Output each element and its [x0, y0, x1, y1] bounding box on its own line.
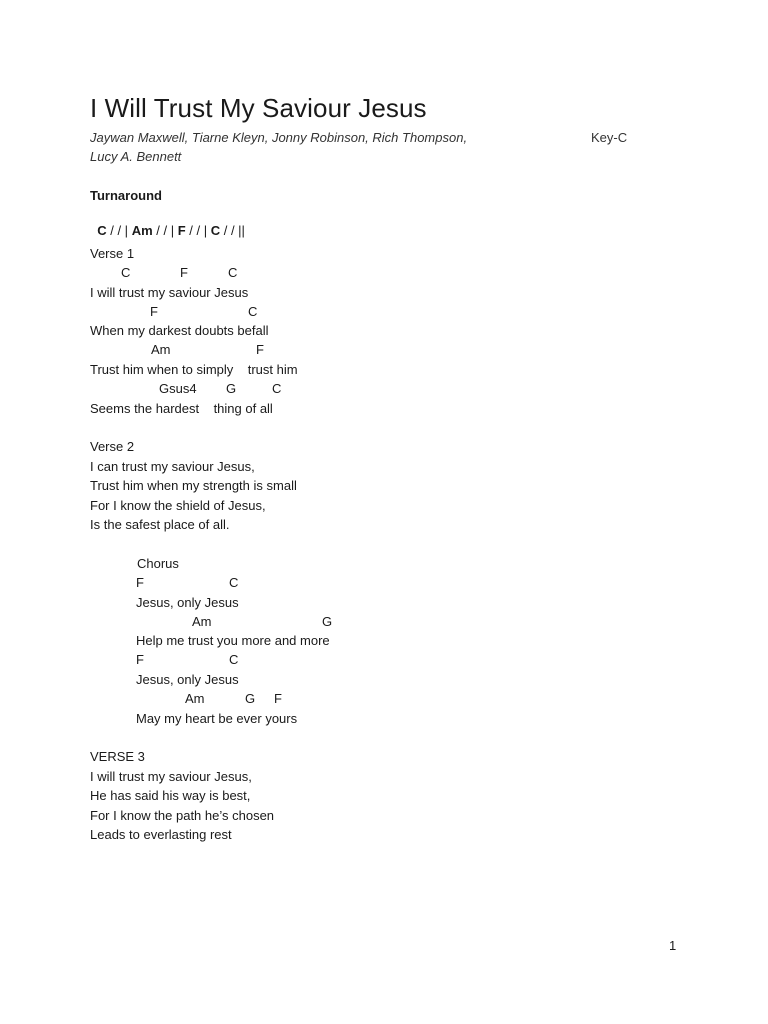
lyric-line: Help me trust you more and more — [136, 633, 330, 649]
authors-line-1: Jaywan Maxwell, Tiarne Kleyn, Jonny Robinson, Rich Thompson, — [90, 130, 468, 145]
verse1-heading: Verse 1 — [90, 246, 135, 261]
verse3-line: He has said his way is best, — [90, 788, 251, 803]
turnaround-chord: F — [177, 223, 186, 238]
verse2-line: Trust him when my strength is small — [90, 478, 297, 493]
lyric-line: Seems the hardest thing of all — [90, 400, 273, 416]
verse2-line: For I know the shield of Jesus, — [90, 498, 266, 513]
chord-symbol: G — [245, 691, 256, 707]
verse2-line: I can trust my saviour Jesus, — [90, 459, 255, 474]
chord-symbol: F — [256, 342, 264, 358]
chord-symbol: F — [150, 303, 158, 319]
page-number: 1 — [669, 938, 677, 953]
lyric-line: When my darkest doubts befall — [90, 323, 269, 339]
chord-symbol: F — [136, 575, 144, 590]
chord-symbol: C — [228, 265, 238, 280]
turnaround-bars: / / | — [185, 223, 211, 238]
lyric-line: May my heart be ever yours — [136, 710, 298, 726]
turnaround-chords — [90, 207, 245, 239]
chorus-heading: Chorus — [137, 556, 179, 571]
chord-symbol: Am — [151, 342, 171, 358]
verse3-line: I will trust my saviour Jesus, — [90, 769, 252, 784]
lyric-line: Trust him when to simply trust him — [90, 361, 298, 377]
chord-symbol: F — [274, 691, 282, 707]
chord-symbol: F — [180, 265, 188, 280]
chord-symbol: Am — [185, 691, 205, 707]
chord-symbol: C — [121, 265, 131, 280]
verse2-heading: Verse 2 — [90, 439, 135, 454]
chord-symbol: F — [136, 652, 144, 668]
verse2-line: Is the safest place of all. — [90, 517, 230, 532]
chord-symbol: C — [248, 303, 258, 319]
verse3-line: For I know the path he’s chosen — [90, 808, 275, 823]
chord-symbol: G — [322, 613, 333, 629]
turnaround-chord: C — [97, 223, 107, 238]
lyric-line: I will trust my saviour Jesus — [90, 284, 249, 300]
lyric-line: Jesus, only Jesus — [136, 594, 239, 610]
verse3-heading: VERSE 3 — [90, 749, 145, 764]
turnaround-chord: C — [210, 223, 221, 238]
turnaround-bars: / / || — [220, 223, 245, 238]
verse3-line: Leads to everlasting rest — [90, 827, 232, 842]
turnaround-chord: Am — [131, 223, 153, 238]
turnaround-bars: / / | — [152, 223, 178, 238]
chord-symbol: C — [272, 381, 282, 397]
turnaround-heading: Turnaround — [90, 188, 162, 203]
turnaround-bars: / / | — [106, 223, 132, 238]
chord-symbol: C — [229, 575, 239, 590]
chord-symbol: Gsus4 — [159, 381, 197, 397]
song-key: Key-C — [591, 130, 628, 145]
chord-symbol: Am — [192, 613, 212, 629]
chord-symbol: C — [229, 652, 239, 668]
lyric-line: Jesus, only Jesus — [136, 671, 239, 687]
chord-symbol: G — [226, 381, 237, 397]
authors-line-2: Lucy A. Bennett — [90, 149, 182, 164]
song-title: I Will Trust My Saviour Jesus — [90, 93, 427, 123]
